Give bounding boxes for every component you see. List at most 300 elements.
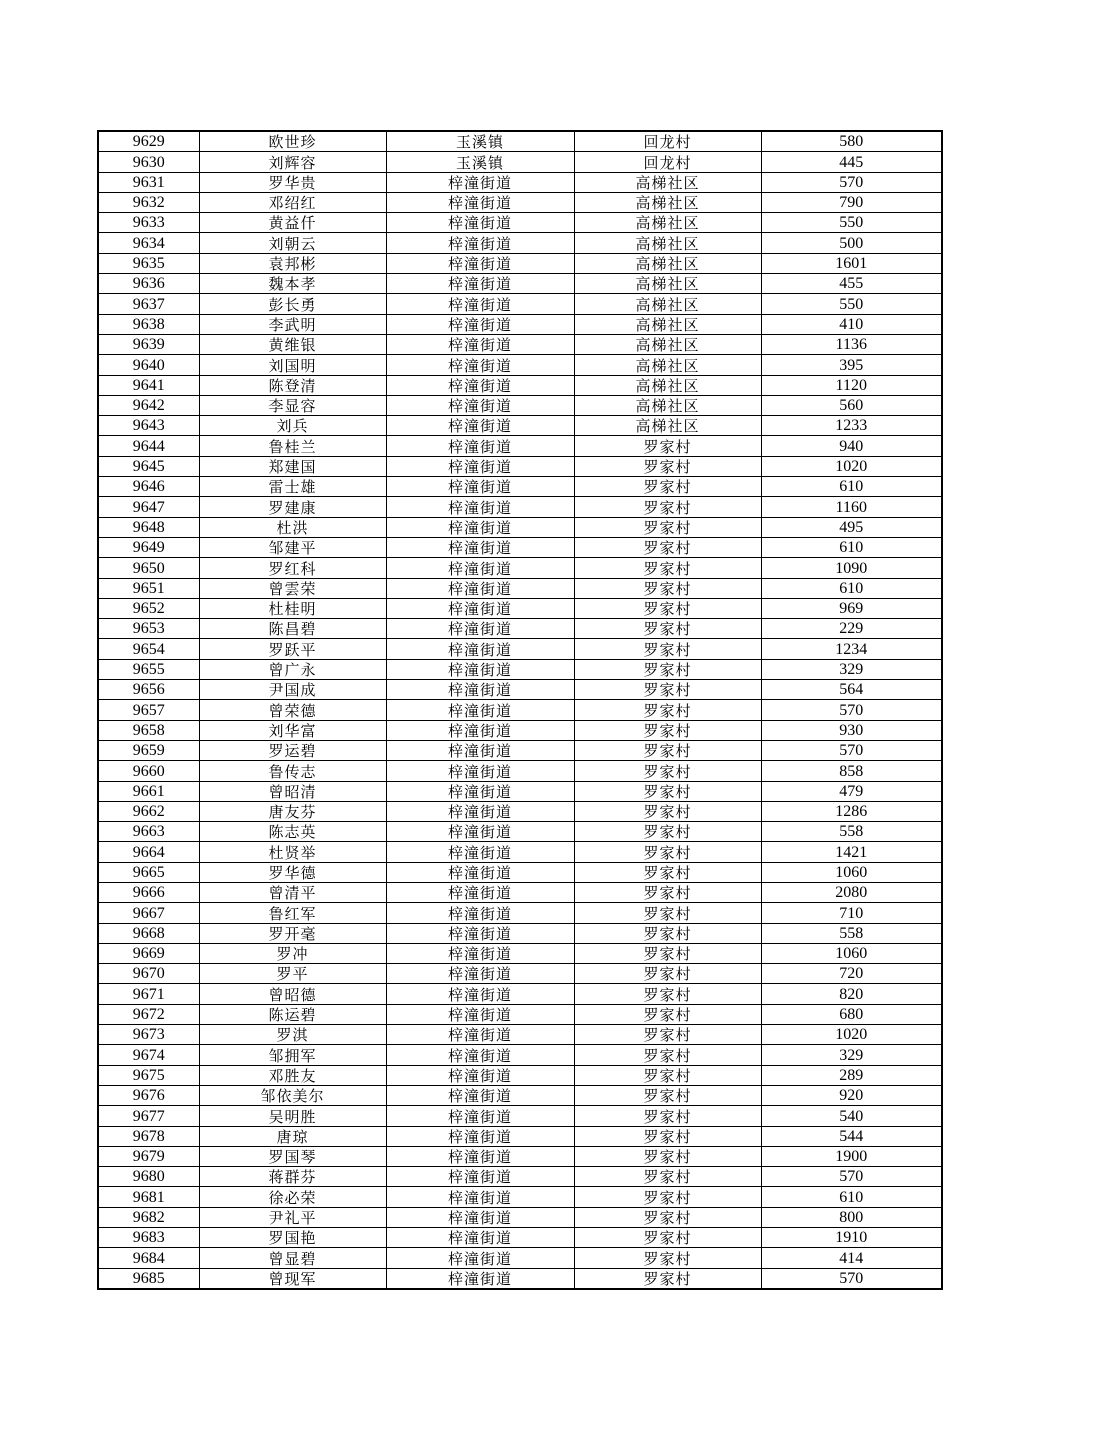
name-cell: 邹建平 [199,537,386,557]
row-number-cell: 9639 [98,334,199,354]
name-cell: 欧世珍 [199,131,386,152]
name-cell: 唐琼 [199,1126,386,1146]
name-cell: 陈运碧 [199,1004,386,1024]
table-row [98,395,942,415]
table-row [98,1106,942,1126]
town-cell: 梓潼街道 [386,1004,574,1024]
name-cell: 罗开毫 [199,923,386,943]
name-cell: 邓胜友 [199,1065,386,1085]
town-cell: 梓潼街道 [386,578,574,598]
table-row [98,1085,942,1105]
village-cell: 罗家村 [574,1106,761,1126]
name-cell: 罗国艳 [199,1228,386,1248]
village-cell: 高梯社区 [574,375,761,395]
town-cell: 梓潼街道 [386,598,574,618]
row-number-cell: 9683 [98,1228,199,1248]
village-cell: 回龙村 [574,131,761,152]
table-row [98,842,942,862]
name-cell: 刘辉容 [199,152,386,172]
town-cell: 梓潼街道 [386,1045,574,1065]
village-cell: 高梯社区 [574,192,761,212]
name-cell: 邹依美尔 [199,1085,386,1105]
name-cell: 曾昭德 [199,984,386,1004]
table-row [98,862,942,882]
table-row [98,1167,942,1187]
amount-cell: 289 [761,1065,942,1085]
table-row [98,1025,942,1045]
table-row [98,1004,942,1024]
row-number-cell: 9669 [98,943,199,963]
row-number-cell: 9655 [98,659,199,679]
town-cell: 梓潼街道 [386,436,574,456]
name-cell: 罗运碧 [199,740,386,760]
table-row [98,517,942,537]
table-row [98,1268,942,1289]
amount-cell: 550 [761,294,942,314]
town-cell: 梓潼街道 [386,801,574,821]
table-row [98,131,942,152]
row-number-cell: 9660 [98,761,199,781]
row-number-cell: 9645 [98,456,199,476]
amount-cell: 558 [761,923,942,943]
town-cell: 梓潼街道 [386,1025,574,1045]
row-number-cell: 9647 [98,497,199,517]
amount-cell: 570 [761,172,942,192]
name-cell: 尹礼平 [199,1207,386,1227]
table-row [98,355,942,375]
row-number-cell: 9662 [98,801,199,821]
village-cell: 罗家村 [574,477,761,497]
amount-cell: 610 [761,1187,942,1207]
amount-cell: 800 [761,1207,942,1227]
town-cell: 梓潼街道 [386,1187,574,1207]
town-cell: 梓潼街道 [386,1228,574,1248]
amount-cell: 930 [761,720,942,740]
town-cell: 梓潼街道 [386,1126,574,1146]
table-row [98,314,942,334]
row-number-cell: 9649 [98,537,199,557]
row-number-cell: 9661 [98,781,199,801]
table-container [97,130,943,1290]
table-row [98,253,942,273]
table-row [98,598,942,618]
table-row [98,680,942,700]
name-cell: 陈志英 [199,822,386,842]
town-cell: 梓潼街道 [386,416,574,436]
town-cell: 梓潼街道 [386,822,574,842]
amount-cell: 1234 [761,639,942,659]
row-number-cell: 9651 [98,578,199,598]
village-cell: 罗家村 [574,659,761,679]
name-cell: 黄益仟 [199,213,386,233]
amount-cell: 414 [761,1248,942,1268]
village-cell: 罗家村 [574,436,761,456]
row-number-cell: 9663 [98,822,199,842]
row-number-cell: 9670 [98,964,199,984]
row-number-cell: 9630 [98,152,199,172]
amount-cell: 570 [761,740,942,760]
table-row [98,233,942,253]
name-cell: 曾荣德 [199,700,386,720]
row-number-cell: 9679 [98,1146,199,1166]
village-cell: 罗家村 [574,882,761,902]
name-cell: 罗淇 [199,1025,386,1045]
table-row [98,964,942,984]
amount-cell: 550 [761,213,942,233]
name-cell: 徐必荣 [199,1187,386,1207]
village-cell: 高梯社区 [574,233,761,253]
row-number-cell: 9650 [98,558,199,578]
amount-cell: 500 [761,233,942,253]
town-cell: 玉溪镇 [386,131,574,152]
amount-cell: 564 [761,680,942,700]
name-cell: 罗建康 [199,497,386,517]
amount-cell: 479 [761,781,942,801]
village-cell: 罗家村 [574,1126,761,1146]
name-cell: 尹国成 [199,680,386,700]
town-cell: 梓潼街道 [386,477,574,497]
row-number-cell: 9685 [98,1268,199,1289]
name-cell: 蒋群芬 [199,1167,386,1187]
table-row [98,1126,942,1146]
table-row [98,781,942,801]
row-number-cell: 9631 [98,172,199,192]
row-number-cell: 9633 [98,213,199,233]
amount-cell: 969 [761,598,942,618]
row-number-cell: 9635 [98,253,199,273]
name-cell: 刘国明 [199,355,386,375]
amount-cell: 610 [761,578,942,598]
amount-cell: 1160 [761,497,942,517]
row-number-cell: 9665 [98,862,199,882]
town-cell: 梓潼街道 [386,1167,574,1187]
row-number-cell: 9657 [98,700,199,720]
row-number-cell: 9680 [98,1167,199,1187]
table-row [98,1187,942,1207]
table-row [98,1045,942,1065]
village-cell: 高梯社区 [574,416,761,436]
name-cell: 杜贤举 [199,842,386,862]
village-cell: 罗家村 [574,1004,761,1024]
town-cell: 梓潼街道 [386,781,574,801]
row-number-cell: 9671 [98,984,199,1004]
town-cell: 梓潼街道 [386,1146,574,1166]
village-cell: 高梯社区 [574,395,761,415]
table-row [98,761,942,781]
name-cell: 魏本孝 [199,274,386,294]
table-row [98,882,942,902]
village-cell: 罗家村 [574,903,761,923]
row-number-cell: 9674 [98,1045,199,1065]
amount-cell: 560 [761,395,942,415]
table-row [98,659,942,679]
town-cell: 梓潼街道 [386,274,574,294]
village-cell: 罗家村 [574,781,761,801]
village-cell: 罗家村 [574,1228,761,1248]
amount-cell: 940 [761,436,942,456]
amount-cell: 558 [761,822,942,842]
table-row [98,152,942,172]
row-number-cell: 9648 [98,517,199,537]
row-number-cell: 9667 [98,903,199,923]
amount-cell: 710 [761,903,942,923]
name-cell: 吴明胜 [199,1106,386,1126]
amount-cell: 455 [761,274,942,294]
table-row [98,1065,942,1085]
amount-cell: 1136 [761,334,942,354]
row-number-cell: 9664 [98,842,199,862]
table-row [98,943,942,963]
table-row [98,822,942,842]
name-cell: 罗冲 [199,943,386,963]
town-cell: 梓潼街道 [386,1106,574,1126]
name-cell: 陈昌碧 [199,619,386,639]
amount-cell: 610 [761,477,942,497]
name-cell: 曾清平 [199,882,386,902]
name-cell: 刘朝云 [199,233,386,253]
row-number-cell: 9642 [98,395,199,415]
table-row [98,456,942,476]
amount-cell: 1900 [761,1146,942,1166]
town-cell: 梓潼街道 [386,619,574,639]
row-number-cell: 9658 [98,720,199,740]
village-cell: 罗家村 [574,822,761,842]
village-cell: 罗家村 [574,1167,761,1187]
village-cell: 罗家村 [574,1146,761,1166]
village-cell: 高梯社区 [574,334,761,354]
village-cell: 高梯社区 [574,314,761,334]
table-row [98,537,942,557]
town-cell: 梓潼街道 [386,659,574,679]
village-cell: 罗家村 [574,720,761,740]
amount-cell: 570 [761,1268,942,1289]
name-cell: 鲁桂兰 [199,436,386,456]
village-cell: 罗家村 [574,680,761,700]
village-cell: 罗家村 [574,700,761,720]
name-cell: 曾昭清 [199,781,386,801]
row-number-cell: 9636 [98,274,199,294]
village-cell: 罗家村 [574,558,761,578]
name-cell: 黄维银 [199,334,386,354]
village-cell: 罗家村 [574,842,761,862]
town-cell: 梓潼街道 [386,700,574,720]
table-row [98,192,942,212]
village-cell: 回龙村 [574,152,761,172]
name-cell: 邓绍红 [199,192,386,212]
town-cell: 梓潼街道 [386,172,574,192]
amount-cell: 570 [761,1167,942,1187]
village-cell: 罗家村 [574,578,761,598]
town-cell: 梓潼街道 [386,233,574,253]
row-number-cell: 9646 [98,477,199,497]
village-cell: 罗家村 [574,1207,761,1227]
town-cell: 梓潼街道 [386,517,574,537]
town-cell: 梓潼街道 [386,740,574,760]
table-row [98,497,942,517]
amount-cell: 680 [761,1004,942,1024]
table-row [98,1207,942,1227]
amount-cell: 1601 [761,253,942,273]
row-number-cell: 9654 [98,639,199,659]
amount-cell: 1910 [761,1228,942,1248]
amount-cell: 540 [761,1106,942,1126]
town-cell: 梓潼街道 [386,334,574,354]
town-cell: 梓潼街道 [386,294,574,314]
town-cell: 梓潼街道 [386,213,574,233]
row-number-cell: 9652 [98,598,199,618]
village-cell: 罗家村 [574,1045,761,1065]
village-cell: 罗家村 [574,943,761,963]
amount-cell: 495 [761,517,942,537]
village-cell: 罗家村 [574,761,761,781]
name-cell: 曾雲荣 [199,578,386,598]
town-cell: 梓潼街道 [386,192,574,212]
row-number-cell: 9656 [98,680,199,700]
amount-cell: 1421 [761,842,942,862]
village-cell: 罗家村 [574,537,761,557]
name-cell: 罗华贵 [199,172,386,192]
table-row [98,923,942,943]
amount-cell: 1060 [761,943,942,963]
town-cell: 梓潼街道 [386,456,574,476]
row-number-cell: 9634 [98,233,199,253]
amount-cell: 720 [761,964,942,984]
amount-cell: 580 [761,131,942,152]
amount-cell: 329 [761,659,942,679]
table-row [98,558,942,578]
town-cell: 梓潼街道 [386,1207,574,1227]
row-number-cell: 9682 [98,1207,199,1227]
village-cell: 罗家村 [574,923,761,943]
town-cell: 梓潼街道 [386,1248,574,1268]
town-cell: 梓潼街道 [386,1085,574,1105]
village-cell: 罗家村 [574,801,761,821]
town-cell: 梓潼街道 [386,497,574,517]
amount-cell: 329 [761,1045,942,1065]
name-cell: 杜洪 [199,517,386,537]
town-cell: 梓潼街道 [386,882,574,902]
name-cell: 李显容 [199,395,386,415]
row-number-cell: 9638 [98,314,199,334]
town-cell: 梓潼街道 [386,761,574,781]
row-number-cell: 9684 [98,1248,199,1268]
amount-cell: 790 [761,192,942,212]
table-row [98,477,942,497]
table-row [98,416,942,436]
town-cell: 梓潼街道 [386,680,574,700]
name-cell: 杜桂明 [199,598,386,618]
table-row [98,1248,942,1268]
table-body [98,131,942,1289]
table-row [98,619,942,639]
village-cell: 高梯社区 [574,213,761,233]
town-cell: 梓潼街道 [386,964,574,984]
row-number-cell: 9676 [98,1085,199,1105]
town-cell: 玉溪镇 [386,152,574,172]
amount-cell: 544 [761,1126,942,1146]
row-number-cell: 9641 [98,375,199,395]
amount-cell: 1090 [761,558,942,578]
amount-cell: 445 [761,152,942,172]
town-cell: 梓潼街道 [386,253,574,273]
town-cell: 梓潼街道 [386,1065,574,1085]
village-cell: 罗家村 [574,1268,761,1289]
table-row [98,334,942,354]
name-cell: 曾广永 [199,659,386,679]
row-number-cell: 9640 [98,355,199,375]
amount-cell: 570 [761,700,942,720]
row-number-cell: 9681 [98,1187,199,1207]
name-cell: 袁邦彬 [199,253,386,273]
name-cell: 雷士雄 [199,477,386,497]
name-cell: 罗跃平 [199,639,386,659]
town-cell: 梓潼街道 [386,375,574,395]
name-cell: 鲁红军 [199,903,386,923]
amount-cell: 820 [761,984,942,1004]
row-number-cell: 9673 [98,1025,199,1045]
table-row [98,274,942,294]
amount-cell: 1060 [761,862,942,882]
name-cell: 罗华德 [199,862,386,882]
town-cell: 梓潼街道 [386,943,574,963]
table-row [98,375,942,395]
amount-cell: 1020 [761,456,942,476]
village-cell: 高梯社区 [574,274,761,294]
row-number-cell: 9668 [98,923,199,943]
village-cell: 罗家村 [574,984,761,1004]
name-cell: 刘兵 [199,416,386,436]
amount-cell: 410 [761,314,942,334]
table-row [98,172,942,192]
amount-cell: 610 [761,537,942,557]
town-cell: 梓潼街道 [386,984,574,1004]
town-cell: 梓潼街道 [386,558,574,578]
village-cell: 罗家村 [574,598,761,618]
village-cell: 罗家村 [574,497,761,517]
amount-cell: 229 [761,619,942,639]
town-cell: 梓潼街道 [386,923,574,943]
row-number-cell: 9629 [98,131,199,152]
name-cell: 罗国琴 [199,1146,386,1166]
town-cell: 梓潼街道 [386,395,574,415]
village-cell: 罗家村 [574,1248,761,1268]
town-cell: 梓潼街道 [386,862,574,882]
row-number-cell: 9637 [98,294,199,314]
village-cell: 罗家村 [574,639,761,659]
village-cell: 高梯社区 [574,355,761,375]
village-cell: 罗家村 [574,1085,761,1105]
table-row [98,700,942,720]
town-cell: 梓潼街道 [386,720,574,740]
name-cell: 郑建国 [199,456,386,476]
name-cell: 罗平 [199,964,386,984]
name-cell: 李武明 [199,314,386,334]
amount-cell: 1120 [761,375,942,395]
village-cell: 高梯社区 [574,172,761,192]
row-number-cell: 9644 [98,436,199,456]
name-cell: 刘华富 [199,720,386,740]
amount-cell: 920 [761,1085,942,1105]
row-number-cell: 9677 [98,1106,199,1126]
town-cell: 梓潼街道 [386,537,574,557]
village-cell: 高梯社区 [574,253,761,273]
row-number-cell: 9659 [98,740,199,760]
amount-cell: 395 [761,355,942,375]
village-cell: 高梯社区 [574,294,761,314]
table-row [98,720,942,740]
row-number-cell: 9653 [98,619,199,639]
row-number-cell: 9666 [98,882,199,902]
